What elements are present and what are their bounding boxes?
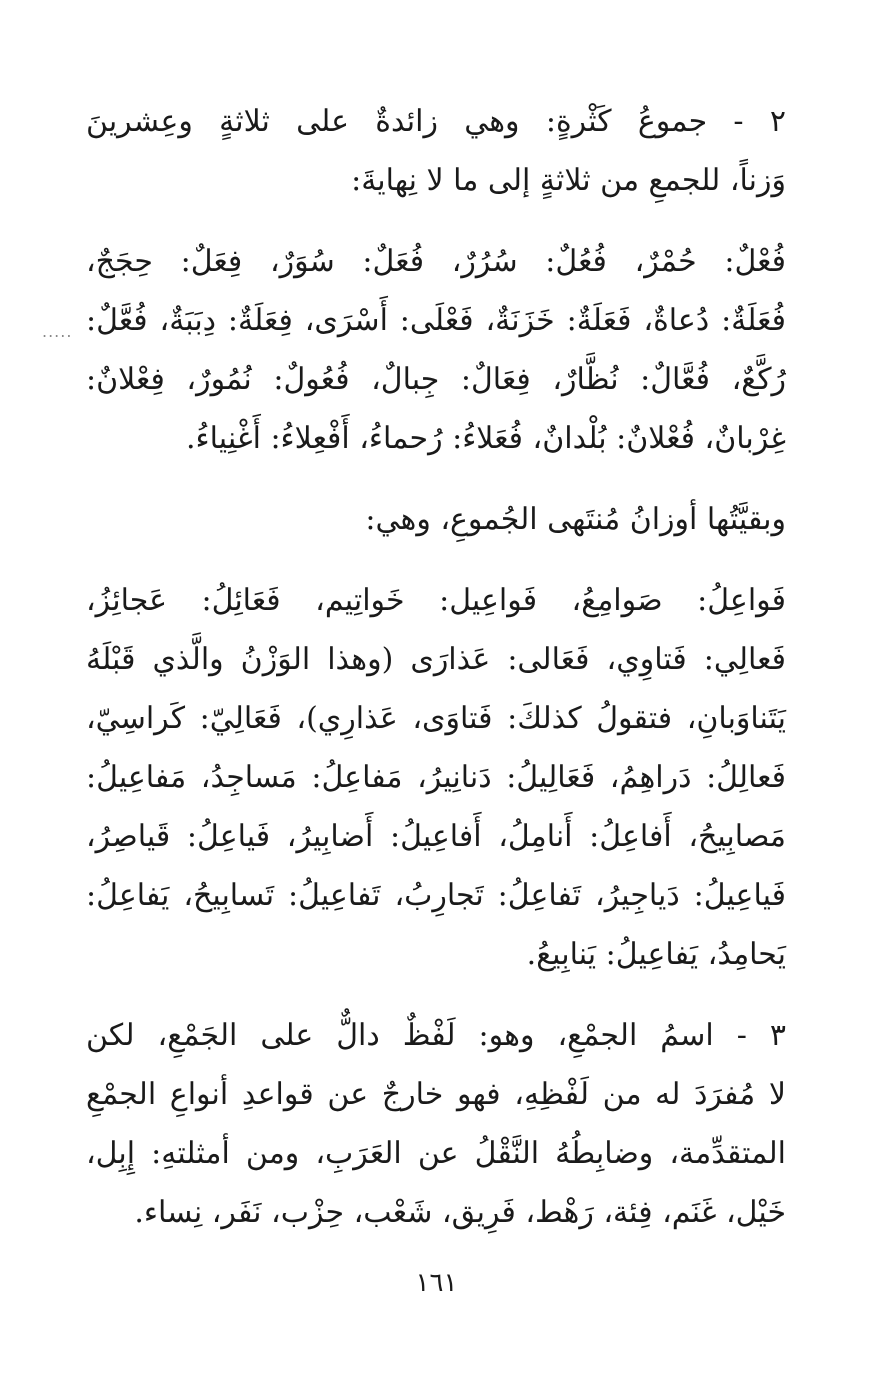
page-body — [86, 92, 786, 1242]
text-line: يَحامِدُ، يَفاعِيلُ: يَنابِيعُ. — [526, 937, 786, 972]
page-number: ١٦١ — [415, 1268, 458, 1298]
text-line: خَيْل، غَنَم، فِئة، رَهْط، فَرِيق، شَعْب، حِزْب، نَفَر، نِساء. — [134, 1195, 786, 1230]
text-line: ٢ - جموعُ كَثْرةٍ: وهي زائدةٌ على ثلاثةٍ وعِشرينَ — [86, 104, 786, 139]
text-line: فُعَلَةٌ: دُعاةٌ، فَعَلَةٌ: خَزَنَةٌ، فَعْلَى: أَسْرَى، فِعَلَةٌ: دِبَبَةٌ، فُعَّلٌ: — [86, 303, 786, 338]
text-line: رُكَّعٌ، فُعَّالٌ: نُظَّارٌ، فِعَالٌ: جِبالٌ، فُعُولٌ: نُمُورٌ، فِعْلانٌ: — [86, 362, 786, 397]
ultimate-plural-forms-list — [86, 571, 786, 984]
section-3-paragraph — [86, 1006, 786, 1242]
text-line: وَزناً، للجمعِ من ثلاثةٍ إلى ما لا نِهايةَ: — [351, 163, 786, 198]
remaining-forms-intro — [86, 490, 786, 549]
text-line: مَصابِيحُ، أَفاعِلُ: أَنامِلُ، أَفاعِيلُ: أَضابِيرُ، فَياعِلُ: قَياصِرُ، — [86, 819, 786, 854]
text-line: لا مُفرَدَ له من لَفْظِهِ، فهو خارجٌ عن قواعدِ أنواعِ الجمْعِ — [86, 1077, 786, 1112]
text-line: يَتَناوَبانِ، فتقولُ كذلكَ: فَتاوَى، عَذارِي)، فَعَالِيّ: كَراسِيّ، — [86, 701, 786, 736]
plural-forms-list — [86, 232, 786, 468]
text-line: ٣ - اسمُ الجمْعِ، وهو: لَفْظٌ دالٌّ على الجَمْعِ، لكن — [86, 1018, 786, 1053]
text-line: فَعالِلُ: دَراهِمُ، فَعَالِيلُ: دَنانِيرُ، مَفاعِلُ: مَساجِدُ، مَفاعِيلُ: — [86, 760, 786, 795]
text-line: فُعْلٌ: حُمْرٌ، فُعُلٌ: سُرُرٌ، فُعَلٌ: سُوَرٌ، فِعَلٌ: حِجَجٌ، — [86, 244, 786, 279]
text-line: المتقدِّمة، وضابِطُهُ النَّقْلُ عن العَرَبِ، ومن أمثلتهِ: إِبِل، — [86, 1136, 786, 1171]
text-line: فَعالِي: فَتاوِي، فَعَالى: عَذارَى (وهذا الوَزْنُ والَّذي قَبْلَهُ — [86, 642, 786, 677]
text-line: فَياعِيلُ: دَياجِيرُ، تَفاعِلُ: تَجارِبُ، تَفاعِيلُ: تَسابِيحُ، يَفاعِلُ: — [86, 878, 786, 913]
section-2-paragraph — [86, 92, 786, 210]
text-line: وبقيَّتُها أوزانُ مُنتَهى الجُموعِ، وهي: — [365, 502, 786, 537]
text-line: غِرْبانٌ، فُعْلانٌ: بُلْدانٌ، فُعَلاءُ: رُحماءُ، أَفْعِلاءُ: أَغْنِياءُ. — [186, 421, 786, 456]
text-line: فَواعِلُ: صَوامِعُ، فَواعِيل: خَواتِيم، فَعَائِلُ: عَجائِزُ، — [86, 583, 786, 618]
margin-mark: ..... — [42, 322, 73, 341]
